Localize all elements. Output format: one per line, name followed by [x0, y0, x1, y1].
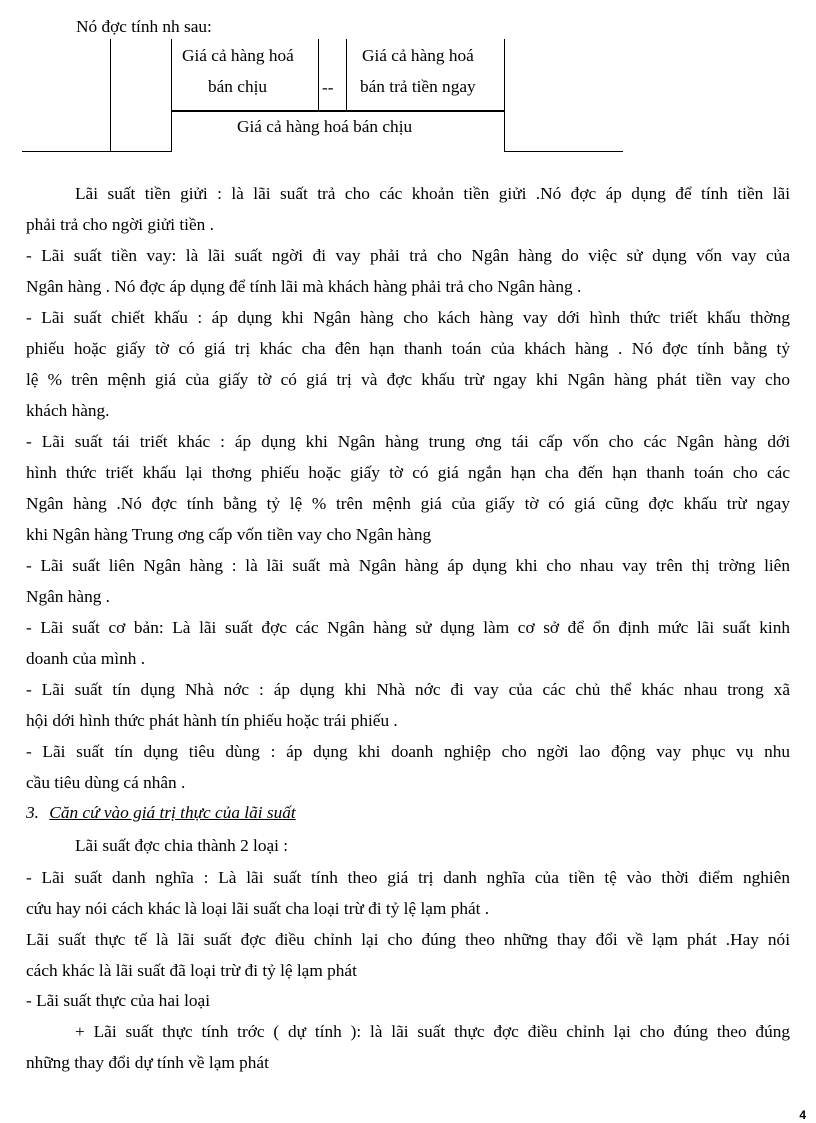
numerator-left-line2: bán chịu: [208, 77, 268, 96]
divider: [504, 151, 623, 152]
section-number: 3.: [26, 803, 39, 822]
numerator-right-line1: Giá cả hàng hoá: [362, 46, 474, 65]
numerator-right-line2: bán trả tiền ngay: [360, 77, 476, 96]
text-line: cứu hay nói cách khác là loại lãi suất cha loại trừ đi tỷ lệ lạm phát .: [26, 899, 490, 918]
text-line: Lãi suất đợc chia thành 2 loại :: [75, 836, 289, 855]
text-line: + Lãi suất thực tính trớc ( dự tính ): là lãi suất thực đợc điều chỉnh lại cho đúng theo đúng: [75, 1022, 790, 1041]
text-line: phiếu hoặc giấy tờ có giá trị khác cha đên hạn thanh toán của khách hàng . Nó đợc tính bằng tỷ: [26, 339, 790, 358]
fraction-bar: [171, 110, 505, 112]
section-title: Căn cứ vào giá trị thực của lãi suất: [49, 803, 296, 822]
paragraph-base-rate: [26, 612, 790, 674]
text-line: - Lãi suất thực của hai loại: [26, 991, 211, 1010]
divider: [504, 39, 505, 152]
paragraph-expected-real-rate: [26, 1016, 790, 1078]
divider: [110, 39, 111, 152]
text-line: những thay đổi dự tính về lạm phát: [26, 1053, 269, 1072]
page-number: 4: [799, 1108, 806, 1122]
text-line: Ngân hàng . Nó đợc áp dụng để tính lãi mà khách hàng phải trả cho Ngân hàng .: [26, 277, 582, 296]
text-line: - Lãi suất liên Ngân hàng : là lãi suất mà Ngân hàng áp dụng khi cho nhau vay trên thị trờng liên: [26, 556, 790, 575]
text-line: - Lãi suất chiết khấu : áp dụng khi Ngân hàng cho kách hàng vay dới hình thức triết khấu thờng: [26, 308, 790, 327]
text-line: Lãi suất thực tế là lãi suất đợc điều chỉnh lại cho đúng theo những thay đổi về lạm phát .Hay nói: [26, 930, 790, 949]
text-line: doanh của mình .: [26, 649, 146, 668]
text-line: - Lãi suất tái triết khác : áp dụng khi Ngân hàng trung ơng tái cấp vốn cho các Ngân hàng dới: [26, 432, 790, 451]
text-line: phải trả cho ngời giửi tiền .: [26, 215, 214, 234]
text-line: lệ % trên mệnh giá của giấy tờ có giá trị và đợc khấu trừ ngay khi Ngân hàng phát tiền vay cho: [26, 370, 790, 389]
text-line: cách khác là lãi suất đã loại trừ đi tỷ lệ lạm phát: [26, 961, 357, 980]
text-line: - Lãi suất tín dụng tiêu dùng : áp dụng khi doanh nghiệp cho ngời lao động vay phục vụ nhu: [26, 742, 790, 761]
paragraph-real-rate-types: [26, 985, 790, 1016]
text-line: Lãi suất tiền giửi : là lãi suất trả cho các khoản tiền giửi .Nó đợc áp dụng để tính tiền lãi: [75, 184, 790, 203]
divider: [346, 39, 347, 110]
paragraph-interbank-rate: [26, 550, 790, 612]
text-line: khi Ngân hàng Trung ơng cấp vốn tiền vay cho Ngân hàng: [26, 525, 432, 544]
paragraph-deposit-rate: [26, 178, 790, 240]
text-line: - Lãi suất tiền vay: là lãi suất ngời đi vay phải trả cho Ngân hàng do việc sử dụng vốn vay của: [26, 246, 790, 265]
paragraph-rediscount-rate: [26, 426, 790, 550]
text-line: - Lãi suất cơ bản: Là lãi suất đợc các Ngân hàng sử dụng làm cơ sở để ổn định mức lãi suất kinh: [26, 618, 790, 637]
denominator: Giá cả hàng hoá bán chịu: [237, 117, 413, 136]
text-line: Ngân hàng .: [26, 587, 110, 606]
divider: [22, 151, 172, 152]
text-line: hình thức triết khấu lại thơng phiếu hoặc giấy tờ có giá ngắn hạn cha đến hạn thanh toán cho các: [26, 463, 790, 482]
divider: [318, 39, 319, 110]
text-line: Ngân hàng .Nó đợc tính bằng tỷ lệ % trên mệnh giá của giấy tờ có giá cũng đợc khấu trừ ngay: [26, 494, 790, 513]
minus-operator: --: [322, 78, 334, 97]
paragraph-two-types: [26, 830, 790, 861]
divider: [171, 39, 172, 152]
formula-intro: Nó đợc tính nh sau:: [76, 17, 212, 36]
numerator-left-line1: Giá cả hàng hoá: [182, 46, 294, 65]
paragraph-discount-rate: [26, 302, 790, 426]
paragraph-loan-rate: [26, 240, 790, 302]
text-line: - Lãi suất tín dụng Nhà nớc : áp dụng khi Nhà nớc đi vay của các chủ thể khác nhau trong xã: [26, 680, 790, 699]
paragraph-consumer-credit-rate: [26, 736, 790, 798]
paragraph-nominal-rate: [26, 862, 790, 924]
paragraph-real-rate: [26, 924, 790, 986]
text-line: cầu tiêu dùng cá nhân .: [26, 773, 186, 792]
text-line: - Lãi suất danh nghĩa : Là lãi suất tính theo giá trị danh nghĩa của tiền tệ vào thời điểm nghiên: [26, 868, 790, 887]
section-heading: [26, 800, 296, 826]
paragraph-state-credit-rate: [26, 674, 790, 736]
text-line: khách hàng.: [26, 401, 110, 420]
text-line: hội dới hình thức phát hành tín phiếu hoặc trái phiếu .: [26, 711, 398, 730]
